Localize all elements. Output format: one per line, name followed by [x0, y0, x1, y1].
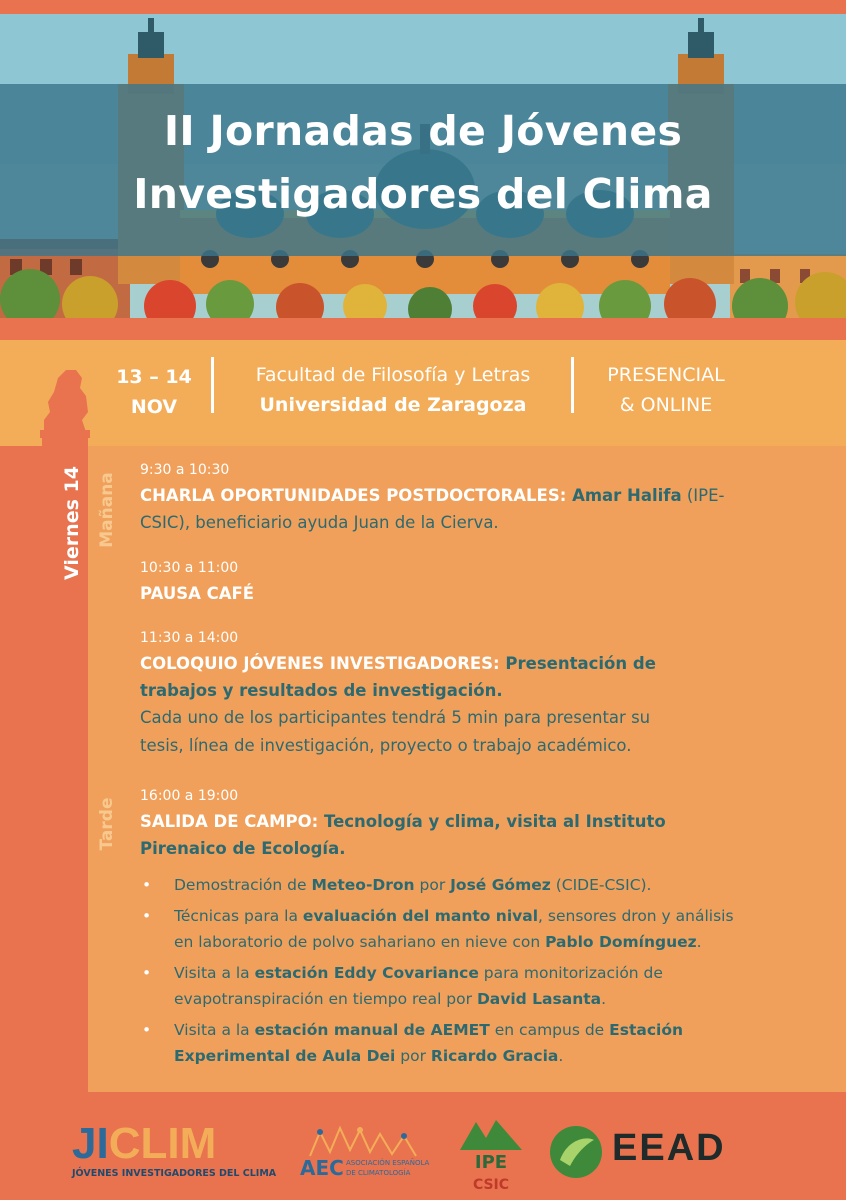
- title-line-2: Investigadores del Clima: [133, 170, 713, 218]
- session-time: 16:00 a 19:00: [140, 788, 239, 804]
- eead-logo: [548, 1122, 778, 1182]
- event-dates: [100, 362, 208, 422]
- session-description-2: tesis, línea de investigación, proyecto o trabajo académico.: [140, 736, 632, 755]
- field-trip-activities: [140, 872, 820, 1074]
- session-colloquium: [140, 626, 820, 760]
- session-coffee: [140, 556, 820, 607]
- mode-line-1: PRESENCIAL: [607, 364, 725, 386]
- event-mode: [588, 360, 744, 420]
- lion-statue-icon: [36, 362, 94, 438]
- list-item: • Técnicas para la evaluación del manto nival, sensores dron y análisis en laboratorio de polvo sahariano en nieve con Pablo Domínguez.: [142, 907, 734, 951]
- session-field-trip: [140, 784, 820, 862]
- ipe-label: IPE: [474, 1152, 508, 1173]
- event-title: [0, 100, 846, 226]
- session-description-1: Cada uno de los participantes tendrá 5 min para presentar su: [140, 708, 651, 727]
- event-venue: [226, 360, 560, 420]
- mountain-icon: [456, 1116, 526, 1152]
- session-time: 10:30 a 11:00: [140, 560, 239, 576]
- header-divider: [0, 318, 846, 340]
- venue-faculty: Facultad de Filosofía y Letras: [255, 364, 531, 386]
- session-title: PAUSA CAFÉ: [140, 584, 255, 603]
- top-border: [0, 0, 846, 14]
- date-month: NOV: [130, 396, 178, 418]
- session-title: SALIDA DE CAMPO: Tecnología y clima, visita al Instituto: [140, 812, 666, 831]
- info-separator: [211, 357, 214, 413]
- leaf-icon: [548, 1124, 604, 1180]
- session-time: 11:30 a 14:00: [140, 630, 239, 646]
- list-item: • Demostración de Meteo-Dron por José Gómez (CIDE-CSIC).: [142, 876, 652, 894]
- session-postdoc: [140, 458, 820, 536]
- title-line-1: II Jornadas de Jóvenes: [163, 107, 683, 155]
- csic-label: CSIC: [472, 1177, 510, 1193]
- mode-line-2: & ONLINE: [619, 394, 713, 416]
- session-subtitle: Pirenaico de Ecología.: [140, 839, 346, 858]
- venue-university: Universidad de Zaragoza: [259, 394, 527, 416]
- morning-label: Mañana: [97, 472, 117, 548]
- aec-logo: [300, 1122, 430, 1184]
- eead-label: EEAD: [612, 1127, 726, 1169]
- header-illustration: [0, 14, 846, 318]
- jiclim-logo: JICLIM JÓVENES INVESTIGADORES DEL CLIMA: [72, 1119, 277, 1179]
- session-subtitle: trabajos y resultados de investigación.: [140, 681, 503, 700]
- list-item: • Visita a la estación Eddy Covariance para monitorización de evapotranspiración en tiempo real por David Lasanta.: [142, 964, 663, 1008]
- afternoon-label: Tarde: [97, 797, 117, 851]
- session-time: 9:30 a 10:30: [140, 462, 230, 478]
- session-title: CHARLA OPORTUNIDADES POSTDOCTORALES: Amar Halifa (IPE-: [140, 486, 725, 505]
- aec-full-name: ASOCIACIÓN ESPAÑOLA DE CLIMATOLOGÍA: [346, 1159, 430, 1177]
- aec-short: AEC: [300, 1156, 344, 1180]
- session-title: COLOQUIO JÓVENES INVESTIGADORES: Presentación de: [140, 654, 656, 673]
- info-separator: [571, 357, 574, 413]
- session-detail: CSIC), beneficiario ayuda Juan de la Cierva.: [140, 513, 499, 532]
- jiclim-subtitle: JÓVENES INVESTIGADORES DEL CLIMA: [72, 1168, 277, 1179]
- day-label: Viernes 14: [61, 466, 83, 580]
- list-item: • Visita a la estación manual de AEMET en campus de Estación Experimental de Aula Dei por Ricardo Gracia.: [142, 1021, 684, 1065]
- aec-emblem-icon: [300, 1122, 430, 1158]
- date-range: 13 – 14: [116, 366, 192, 388]
- ipe-csic-logo: [456, 1116, 526, 1196]
